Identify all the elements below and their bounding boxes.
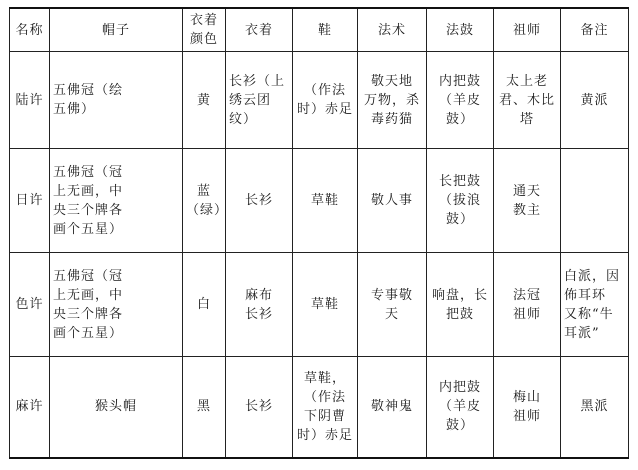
header-magic: 法术 [358, 8, 427, 52]
cell-notes: 黄派 [561, 52, 629, 149]
shaman-sect-table [9, 7, 629, 459]
cell-color: 黄 [183, 52, 226, 149]
cell-magic: 专事敬 天 [358, 253, 427, 357]
cell-color: 蓝 （绿） [183, 149, 226, 253]
table-row [10, 253, 629, 357]
cell-name: 日许 [10, 149, 50, 253]
cell-color: 黑 [183, 357, 226, 458]
cell-magic: 敬天地 万物，杀 毒药猫 [358, 52, 427, 149]
header-clothing: 衣着 [226, 8, 293, 52]
cell-hat: 五佛冠（冠 上无画，中 央三个牌各 画个五星） [50, 149, 183, 253]
cell-drum: 长把鼓 （拔浪 鼓） [427, 149, 494, 253]
header-clothing-color: 衣着 颜色 [183, 8, 226, 52]
cell-name: 陆许 [10, 52, 50, 149]
cell-drum: 内把鼓 （羊皮 鼓） [427, 357, 494, 458]
cell-shoes: 草鞋 [293, 149, 358, 253]
cell-master: 梅山 祖师 [494, 357, 561, 458]
cell-drum: 内把鼓 （羊皮 鼓） [427, 52, 494, 149]
cell-master: 法冠 祖师 [494, 253, 561, 357]
cell-drum: 响盘，长 把鼓 [427, 253, 494, 357]
cell-notes: 白派，因 佈耳环 又称“牛 耳派” [561, 253, 629, 357]
table-row [10, 357, 629, 458]
cell-master: 太上老 君、木比 塔 [494, 52, 561, 149]
table-row [10, 52, 629, 149]
header-notes: 备注 [561, 8, 629, 52]
cell-hat: 五佛冠（冠 上无画，中 央三个牌各 画个五星） [50, 253, 183, 357]
cell-magic: 敬人事 [358, 149, 427, 253]
cell-clothing: 麻布 长衫 [226, 253, 293, 357]
cell-hat: 猴头帽 [50, 357, 183, 458]
cell-name: 色许 [10, 253, 50, 357]
header-shoes: 鞋 [293, 8, 358, 52]
cell-name: 麻许 [10, 357, 50, 458]
header-drum: 法鼓 [427, 8, 494, 52]
cell-magic: 敬神鬼 [358, 357, 427, 458]
cell-clothing: 长衫 [226, 357, 293, 458]
cell-shoes: 草鞋， （作法 下阴曹 时）赤足 [293, 357, 358, 458]
cell-color: 白 [183, 253, 226, 357]
table-row [10, 149, 629, 253]
cell-clothing: 长衫（上 绣云团 纹） [226, 52, 293, 149]
header-row [10, 8, 629, 52]
cell-notes: 黑派 [561, 357, 629, 458]
cell-notes [561, 149, 629, 253]
header-name: 名称 [10, 8, 50, 52]
cell-shoes: 草鞋 [293, 253, 358, 357]
cell-master: 通天 教主 [494, 149, 561, 253]
cell-clothing: 长衫 [226, 149, 293, 253]
cell-hat: 五佛冠（绘 五佛） [50, 52, 183, 149]
cell-shoes: （作法 时）赤足 [293, 52, 358, 149]
header-hat: 帽子 [50, 8, 183, 52]
header-master: 祖师 [494, 8, 561, 52]
